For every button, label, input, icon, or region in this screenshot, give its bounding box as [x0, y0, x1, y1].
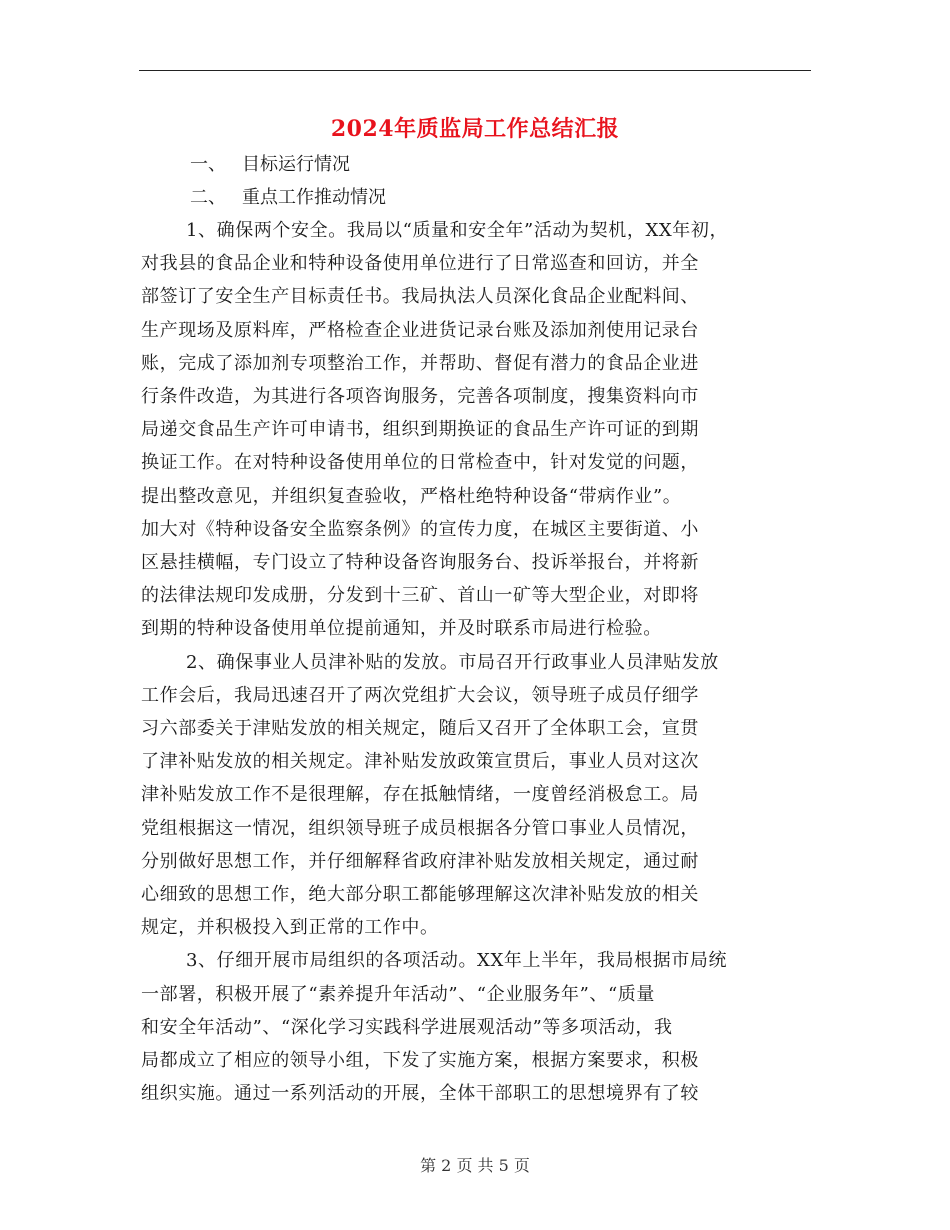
body-text-line: 区悬挂横幅，专门设立了特种设备咨询服务台、投诉举报台，并将新 [141, 552, 699, 573]
body-text-line: 行条件改造，为其进行各项咨询服务，完善各项制度，搜集资料向市 [141, 386, 699, 407]
body-text-line: 账，完成了添加剂专项整治工作，并帮助、督促有潜力的食品企业进 [141, 352, 699, 374]
body-text-line: 换证工作。在对特种设备使用单位的日常检查中，针对发觉的问题， [141, 452, 699, 474]
body-text-line: 党组根据这一情况，组织领导班子成员根据各分管口事业人员情况， [141, 817, 699, 839]
body-text-line: 习六部委关于津贴发放的相关规定，随后又召开了全体职工会，宣贯 [141, 718, 699, 739]
body-text-line: 到期的特种设备使用单位提前通知，并及时联系市局进行检验。 [141, 618, 662, 640]
body-text-line: 分别做好思想工作，并仔细解释省政府津补贴发放相关规定，通过耐 [141, 850, 699, 872]
section-heading-text: 目标运行情况 [242, 154, 350, 175]
body-text-line: 1、确保两个安全。我局以“质量和安全年”活动为契机，XX年初， [186, 220, 729, 241]
body-text-line: 对我县的食品企业和特种设备使用单位进行了日常巡查和回访，并全 [141, 253, 699, 275]
body-text-line: 津补贴发放工作不是很理解，存在抵触情绪，一度曾经消极怠工。局 [141, 784, 699, 806]
body-text-line: 和安全年活动”、“深化学习实践科学进展观活动”等多项活动，我 [141, 1016, 673, 1038]
document-title: 2024年质监局工作总结汇报 [330, 116, 620, 142]
body-text-line: 加大对《特种设备安全监察条例》的宣传力度，在城区主要街道、小 [141, 518, 699, 540]
body-text-line: 规定，并积极投入到正常的工作中。 [141, 917, 439, 939]
section-heading-2 [190, 183, 386, 213]
body-text-line: 组织实施。通过一系列活动的开展，全体干部职工的思想境界有了较 [141, 1083, 699, 1105]
body-text-line: 一部署，积极开展了“素养提升年活动”、“企业服务年”、“质量 [141, 983, 656, 1005]
body-text-line: 的法律法规印发成册，分发到十三矿、首山一矿等大型企业，对即将 [141, 585, 699, 607]
section-heading-1 [190, 150, 350, 180]
body-text-line: 局递交食品生产许可申请书，组织到期换证的食品生产许可证的到期 [141, 419, 699, 441]
section-heading-number: 一、 [190, 154, 226, 175]
body-text-line: 局都成立了相应的领导小组，下发了实施方案，根据方案要求，积极 [141, 1050, 699, 1071]
body-text-line: 3、仔细开展市局组织的各项活动。XX年上半年，我局根据市局统 [186, 950, 728, 972]
body-text-line: 提出整改意见，并组织复查验收，严格杜绝特种设备“带病作业”。 [141, 485, 682, 507]
page-number: 第 2 页 共 5 页 [420, 1156, 530, 1175]
body-text-line: 心细致的思想工作，绝大部分职工都能够理解这次津补贴发放的相关 [141, 884, 699, 905]
body-text-line: 生产现场及原料库，严格检查企业进货记录台账及添加剂使用记录台 [141, 319, 699, 341]
body-text-line: 工作会后，我局迅速召开了两次党组扩大会议，领导班子成员仔细学 [141, 684, 699, 706]
body-text-line: 2、确保事业人员津补贴的发放。市局召开行政事业人员津贴发放 [186, 651, 719, 673]
section-heading-number: 二、 [190, 187, 226, 208]
header-rule [139, 70, 811, 71]
section-heading-text: 重点工作推动情况 [242, 187, 386, 208]
body-text-line: 了津补贴发放的相关规定。津补贴发放政策宣贯后，事业人员对这次 [141, 751, 699, 773]
body-text-line: 部签订了安全生产目标责任书。我局执法人员深化食品企业配料间、 [141, 286, 699, 308]
